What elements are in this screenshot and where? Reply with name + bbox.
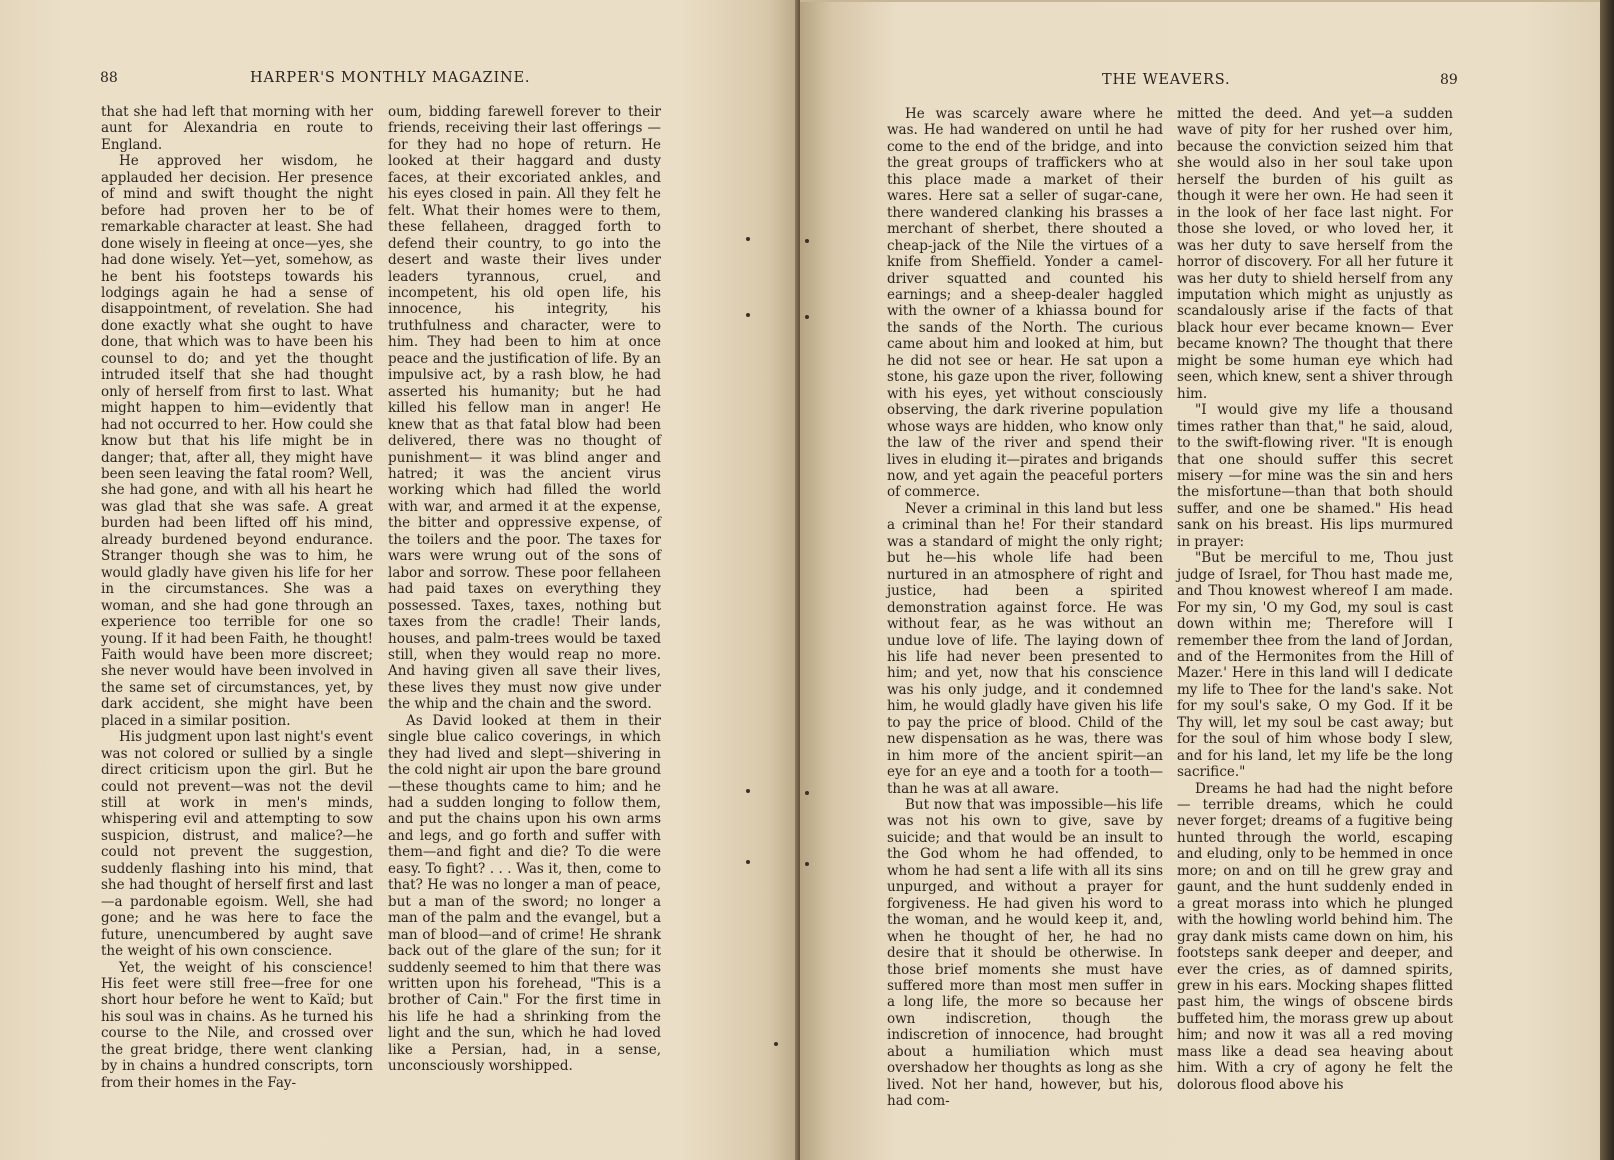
stitch-mark xyxy=(805,315,809,319)
stitch-mark xyxy=(805,862,809,866)
running-head-left: HARPER'S MONTHLY MAGAZINE. xyxy=(250,70,531,86)
stitch-mark xyxy=(774,1042,778,1046)
left-column-2 xyxy=(388,104,661,1075)
paragraph: His judgment upon last night's event was not colored or sullied by a single direct criticism upon the girl. But he could not prevent—was not the devil still at work in men's minds, whispering evil and attempting to sow suspicion, distrust, and malice?—he could not prevent the suggestion, suddenly flashing into his mind, that she had thought of herself first and last—a pardonable egoism. Well, she had gone; and he was here to face the future, unencumbered by aught save the weight of his own conscience. xyxy=(101,729,373,960)
book-edge xyxy=(1600,0,1614,1160)
page-number-left: 88 xyxy=(100,70,118,86)
paragraph: He approved her wisdom, he applauded her decision. Her presence of mind and swift thought the night before had proven her to be of remarkable character at least. She had done wisely in fleeing at once—yes, she had done wisely. Yet—yet, somehow, as he bent his footsteps towards his lodgings again he had a sense of disappointment, of revelation. She had done exactly what she ought to have done, that which was to have been his counsel to do; and yet the thought intruded itself that she had thought only of herself from first to last. What might happen to him—evidently that had not occurred to her. How could she know but that his life might be in danger; that, after all, they might have been seen leaving the fatal room? Well, she had gone, and with all his heart he was glad that she was safe. A great burden had been lifted off his mind, already burdened beyond endurance. Stranger though she was to him, he would gladly have given his life for her in the circumstances. She was a woman, and she had gone through an experience too terrible for one so young. If it had been Faith, he thought! Faith would have been more discreet; she never would have been involved in the same set of circumstances, yet, by dark accident, she might have been placed in a similar position. xyxy=(101,153,373,729)
paragraph: As David looked at them in their single blue calico coverings, in which they had lived and slept—shivering in the cold night air upon the bare ground —these thoughts came to him; and he had a sudden longing to follow them, and put the chains upon his own arms and legs, and go forth and suffer with them—and fight and die? To die were easy. To fight? . . . Was it, then, come to that? He was no longer a man of peace, but a man of the sword; no longer a man of the palm and the evangel, but a man of blood—and of crime! He shrank back out of the glare of the sun; for it suddenly seemed to him that there was written upon his forehead, "This is a brother of Cain." For the first time in his life he had a shrinking from the light and the sun, which he had loved like a Persian, had, in a sense, unconsciously worshipped. xyxy=(388,712,661,1075)
stitch-mark xyxy=(746,237,750,241)
right-column-1 xyxy=(887,106,1163,1110)
paragraph: Never a criminal in this land but less a criminal than he! For their standard was a standard of might the only right; but he—his whole life had been nurtured in an atmosphere of right and justice, had been a spirited demonstration against force. He was without fear, as he was without an undue love of life. The laying down of his life had never been presented to him; and yet, now that his conscience was his only judge, and it condemned him, he would gladly have given his life to pay the price of blood. Child of the new dispensation as he was, there was in him more of the ancient spirit—an eye for an eye and a tooth for a tooth—than he was at all aware. xyxy=(887,500,1163,797)
paragraph: But now that was impossible—his life was not his own to give, save by suicide; and that would be an insult to the God whom he had offended, to whom he had sent a life with all its sins unpurged, and without a prayer for forgiveness. He had given his word to the woman, and he would keep it, and, when he thought of her, he had no desire that it should be otherwise. In those brief moments she must have suffered more than most men suffer in a long life, the more so because her own indiscretion, though the indiscretion of innocence, had brought about a humiliation which must overshadow her thoughts as long as she lived. Not her hand, however, but his, had com- xyxy=(887,797,1163,1110)
paragraph: Dreams he had had the night before— terrible dreams, which he could never forget; dreams of a fugitive being hunted through the world, escaping and eluding, only to be hemmed in once more; on and on till he grew gray and gaunt, and the hunt suddenly ended in a great morass into which he plunged with the howling world behind him. The gray dank mists came down on him, his footsteps sank deeper and deeper, and ever the cries, as of damned spirits, grew in his ears. Mocking shapes flitted past him, the wings of obscene birds buffeted him, the morass grew up about him; and now it was all a red moving mass like a dead sea heaving about him. With a cry of agony he felt the dolorous flood above his xyxy=(1177,780,1453,1093)
paragraph: "I would give my life a thousand times rather than that," he said, aloud, to the swift-flowing river. "It is enough that one should suffer this secret misery —for mine was the sin and hers the misfortune—than that both should suffer, and one be shamed." His head sank on his breast. His lips murmured in prayer: xyxy=(1177,402,1453,550)
page-number-right: 89 xyxy=(1440,72,1458,88)
left-page xyxy=(0,0,800,1160)
right-page xyxy=(800,0,1606,1160)
stitch-mark xyxy=(746,860,750,864)
stitch-mark xyxy=(805,239,809,243)
running-head-right: THE WEAVERS. xyxy=(1102,72,1231,88)
stitch-mark xyxy=(746,789,750,793)
left-column-1 xyxy=(101,104,373,1091)
stitch-mark xyxy=(805,791,809,795)
paragraph: that she had left that morning with her aunt for Alexandria en route to England. xyxy=(101,104,373,153)
paragraph: "But be merciful to me, Thou just judge of Israel, for Thou hast made me, and Thou knowest whereof I am made. For my sin, 'O my God, my soul is cast down within me; Therefore will I remember thee from the land of Jordan, and of the Hermonites from the Hill of Mazer.' Here in this land will I dedicate my life to Thee for the land's sake. Not for my soul's sake, O my God. If it be Thy will, let my soul be cast away; but for the soul of him whose body I slew, and for his land, let my life be the long sacrifice." xyxy=(1177,550,1453,781)
paragraph: mitted the deed. And yet—a sudden wave of pity for her rushed over him, because the conviction seized him that she would also in her soul take upon herself the burden of his guilt as though it were her own. He had seen it in the look of her face last night. For those she loved, or who loved her, it was her duty to save herself from the horror of discovery. For all her future it was her duty to shield herself from any imputation which might as unjustly as scandalously arise if the facts of that black hour ever became known— Ever became known? The thought that there might be some human eye which had seen, which knew, sent a shiver through him. xyxy=(1177,106,1453,402)
paragraph: oum, bidding farewell forever to their friends, receiving their last offerings —for they had no hope of return. He looked at their haggard and dusty faces, at their excoriated ankles, and his eyes closed in pain. All they felt he felt. What their homes were to them, these fellaheen, dragged forth to defend their country, to go into the desert and waste their lives under leaders tyrannous, cruel, and incompetent, his old open life, his innocence, his integrity, his truthfulness and character, were to him. They had been to him at once peace and the justification of life. By an impulsive act, by a rash blow, he had asserted his humanity; but he had killed his fellow man in anger! He knew that as that fatal blow had been delivered, there was no thought of punishment— it was blind anger and hatred; it was the ancient virus working which had filled the world with war, and armed it at the expense, the bitter and oppressive expense, of the toilers and the poor. The taxes for wars were wrung out of the sons of labor and sorrow. These poor fellaheen had paid taxes on everything they possessed. Taxes, taxes, nothing but taxes from the cradle! Their lands, houses, and palm-trees would be taxed still, when they would reap no more. And having given all save their lives, these lives they must now give under the whip and the chain and the sword. xyxy=(388,104,661,713)
paragraph: Yet, the weight of his conscience! His feet were still free—free for one short hour before he went to Kaïd; but his soul was in chains. As he turned his course to the Nile, and crossed over the great bridge, there went clanking by in chains a hundred conscripts, torn from their homes in the Fay- xyxy=(101,959,373,1091)
stitch-mark xyxy=(746,313,750,317)
right-column-2 xyxy=(1177,106,1453,1093)
paragraph: He was scarcely aware where he was. He had wandered on until he had come to the end of the bridge, and into the great groups of traffickers who at this place made a market of their wares. Here sat a seller of sugar-cane, there wandered clanking his brasses a merchant of sherbet, there shouted a cheap-jack of the Nile the virtues of a knife from Sheffield. Yonder a camel-driver squatted and counted his earnings; and a sheep-dealer haggled with the owner of a khiassa bound for the sands of the North. The curious came about him and looked at him, but he did not see or hear. He sat upon a stone, his gaze upon the river, following with his eyes, yet without consciously observing, the dark riverine population whose ways are hidden, who know only the law of the river and spend their lives in eluding it—pirates and brigands now, and yet again the peaceful porters of commerce. xyxy=(887,106,1163,501)
